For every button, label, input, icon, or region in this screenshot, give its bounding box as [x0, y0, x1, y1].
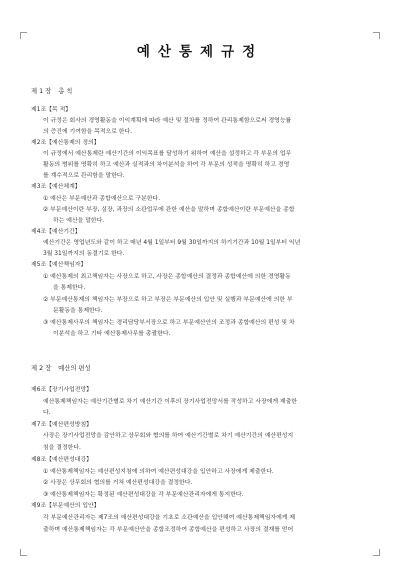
article-text: 다.	[43, 410, 51, 416]
article-item: ③ 예산통제사무의 책임자는 경리담당부서장으로 하고 부문예산안의 조정과 종합예산의 편성 및 차	[43, 320, 295, 326]
article-text: 예산통제책임자는 예산기간별로 차기 예산기간 이후의 장기사업전망서를 작성하고 사장에게 제출한	[43, 399, 297, 405]
article-text: 문활동을 통제한다.	[53, 308, 103, 314]
article-text: 이분석을 하고 기타 예산통제사무를 총괄한다.	[53, 331, 171, 337]
article-text: 이 규정에서 예산통제란 예산기간의 이익목표를 달성하기 위하여 예산을 설정하고 각 부문의 업무	[43, 151, 292, 157]
article-heading: 제5조【예산책임자】	[31, 262, 87, 268]
article-item: ③ 예산통제책임자는 확정된 예산편성대강을 각 부문예산관리자에게 통지한다.	[43, 492, 244, 498]
article-heading: 제2조【예산통제의 정의】	[31, 140, 100, 146]
article-item: ② 부문예산이란 부장, 실장, 과장의 소관업무에 관한 예산을 말하며 종합예산이란 부문예산을 종합	[43, 207, 295, 213]
article-heading: 제7조【예산편성방침】	[31, 422, 93, 428]
article-heading: 제3조【예산체계】	[31, 184, 81, 190]
article-text: 3월 31일까지의 동결기로 한다.	[43, 251, 125, 257]
chapter-title: 총 칙	[58, 88, 73, 95]
article-text: 각 부문예산관리자는 제7조의 예산편성대강을 기초로 소관예산을 입안해여 예산통제책임자에게 제	[43, 515, 296, 521]
article-text: 를 계수적으로 관리함을 말한다.	[43, 173, 125, 179]
article-text: 활동의 범위를 명확히 하고 예산과 실적과의 차이분석을 하여 각 부문의 성적을 명확히 하고 경영	[43, 162, 290, 168]
corner-mark	[373, 32, 380, 39]
article-item: ① 예산통제책임자는 예산편성지침에 의하여 예산편성대강을 입안하고 사장에게 제출한다.	[43, 469, 274, 475]
corner-mark	[20, 549, 27, 556]
chapter-number: 제 1 장	[31, 88, 52, 95]
article-text: 의 증진에 기여함을 목적으로 한다.	[43, 129, 133, 135]
article-heading: 제6조【장기사업전망】	[31, 387, 93, 393]
article-text: 출하며 예산통제책임자는 각 부문예산안을 종합조정하여 종합예산을 편성하고 사장의 결재를 얻어	[43, 527, 294, 533]
article-text: 하는 예산을 말한다.	[53, 218, 105, 224]
article-item: ① 예산은 부문예산과 종합예산으로 구분한다.	[43, 196, 161, 202]
chapter-number: 제 2 장	[31, 365, 52, 372]
article-text: 이 규정은 회사의 경영활동을 이익계획에 따라 예산 및 절차를 정하여 관리통제함으로써 경영능률	[43, 118, 292, 124]
chapter-title: 예산의 편성	[58, 365, 91, 372]
article-text: 을 통제한다.	[53, 285, 86, 291]
document-title: 예산통제규정	[136, 44, 264, 60]
article-text: 예산기간은 영업년도와 같이 하고 매년 4월 1일부터 9월 30일까지의 하기기간과 10월 1일부터 익년	[43, 240, 301, 246]
article-heading: 제4조【예산기간】	[31, 229, 81, 235]
article-heading: 제1조【목 적】	[31, 107, 72, 113]
chapter-heading	[31, 86, 79, 95]
corner-mark	[373, 549, 380, 556]
article-item: ① 예산통제의 최고책임자는 사장으로 하고, 사장은 종합예산의 결정과 종합예산에 의한 경영활동	[43, 274, 291, 280]
article-heading: 제9조【부문예산의 입안】	[31, 503, 100, 509]
article-heading: 제8조【예산편성대강】	[31, 457, 93, 463]
corner-mark	[20, 32, 27, 39]
article-text: 침을 결정한다.	[43, 445, 81, 451]
chapter-heading	[31, 363, 98, 372]
article-item: ② 부문예산통제의 책임자는 부장으로 하고 부장은 부문예산의 입안 및 실행과 부문예산에 의한 부	[43, 297, 293, 303]
article-text: 사장은 장기사업전망을 감안하고 상무회와 협의를 하여 예산기간별로 차기 예산기간의 예산편성지	[43, 433, 294, 439]
article-item: ② 사장은 상무회의 협의를 거쳐 예산편성대강을 결정한다.	[43, 480, 193, 486]
